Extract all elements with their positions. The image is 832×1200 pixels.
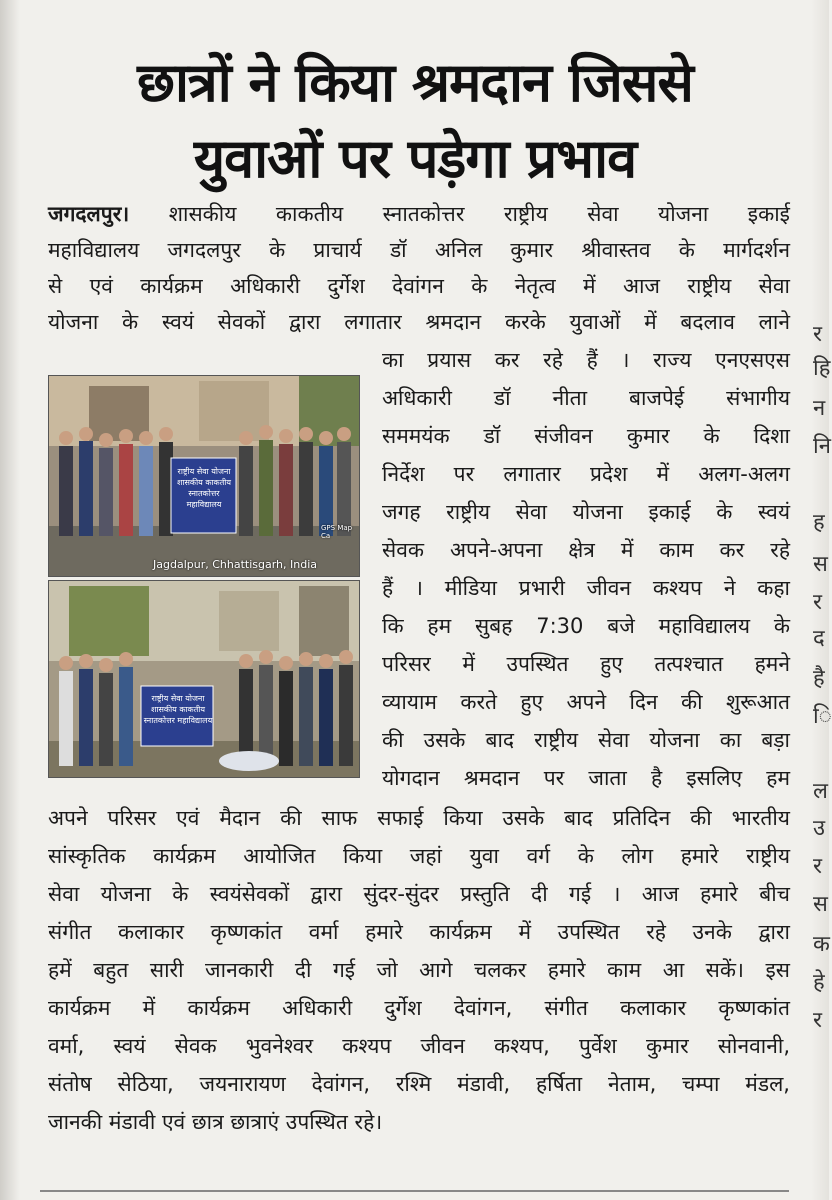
article-line — [48, 200, 790, 228]
fragment: र — [813, 854, 822, 879]
fragment: नि — [813, 434, 831, 459]
headline-line-1: छात्रों ने किया श्रमदान जिससे — [137, 51, 693, 114]
article-last-line: जानकी मंडावी एवं छात्र छात्राएं उपस्थित रहे। — [48, 1110, 383, 1134]
photo-caption: Jagdalpur, Chhattisgarh, India — [153, 558, 318, 571]
photo-group-bottom — [48, 580, 360, 778]
article-line: कि हम सुबह 7:30 बजे महाविद्यालय के — [382, 614, 790, 638]
fragment: र — [813, 1008, 822, 1033]
photo-group-top — [48, 375, 360, 577]
banner-line: शासकीय काकतीय — [151, 705, 205, 714]
fragment: र — [813, 322, 822, 347]
article-line: जगह राष्ट्रीय सेवा योजना इकाई के स्वयं — [382, 500, 790, 524]
article-line: संतोष सेठिया, जयनारायण देवांगन, रश्मि मंडावी, हर्षिता नेताम, चम्पा मंडल, — [48, 1072, 790, 1096]
article-line: का प्रयास कर रहे हैं । राज्य एनएसएस — [382, 348, 790, 372]
article-line: सेवा योजना के स्वयंसेवकों द्वारा सुंदर-सुंदर प्रस्तुति दी गई । आज हमारे बीच — [48, 882, 790, 906]
page-left-edge — [0, 0, 20, 1200]
banner-line: स्नातकोत्तर महाविद्यालय — [186, 489, 222, 509]
fragment: ि — [813, 704, 832, 729]
fragment: हि — [813, 356, 831, 381]
fragment: ह — [813, 510, 825, 535]
article-line: निर्देश पर लगातार प्रदेश में अलग-अलग — [382, 462, 790, 486]
gps-tag: GPS Map Ca — [321, 524, 353, 540]
headline-line-2: युवाओं पर पड़ेगा प्रभाव — [193, 127, 637, 190]
fragment: न — [813, 396, 826, 421]
fragment: उ — [813, 816, 826, 841]
article-line: हमें बहुत सारी जानकारी दी गई जो आगे चलकर हमारे काम आ सकें। इस — [48, 958, 790, 982]
banner-line: स्नातकोत्तर महाविद्यालय — [143, 716, 213, 725]
article-line: की उसके बाद राष्ट्रीय सेवा योजना का बड़ा — [382, 728, 790, 752]
article-line: सेवक अपने-अपना क्षेत्र में काम कर रहे — [382, 538, 790, 562]
banner-bottom — [143, 693, 213, 726]
fragment: है — [813, 666, 825, 691]
fragment: ल — [813, 779, 828, 804]
article-line: महाविद्यालय जगदलपुर के प्राचार्य डॉ अनिल कुमार श्रीवास्तव के मार्गदर्शन — [48, 238, 790, 262]
article-line: अपने परिसर एवं मैदान की साफ सफाई किया उसके बाद प्रतिदिन की भारतीय — [48, 806, 790, 830]
article-line: सममयंक डॉ संजीवन कुमार के दिशा — [382, 424, 790, 448]
article-line: परिसर में उपस्थित हुए तत्पश्चात हमने — [382, 652, 790, 676]
fragment: हे — [813, 970, 825, 995]
article-line: अधिकारी डॉ नीता बाजपेई संभागीय — [382, 386, 790, 410]
fragment: र — [813, 590, 822, 615]
banner-top — [173, 466, 235, 510]
banner-line: राष्ट्रीय सेवा योजना — [177, 467, 231, 476]
banner-line: राष्ट्रीय सेवा योजना — [151, 694, 205, 703]
article-line: हैं । मीडिया प्रभारी जीवन कश्यप ने कहा — [382, 576, 790, 600]
article-line: कार्यक्रम में कार्यक्रम अधिकारी दुर्गेश देवांगन, संगीत कलाकार कृष्णकांत — [48, 996, 790, 1020]
banner-line: शासकीय काकतीय — [177, 478, 231, 487]
fragment: स — [813, 892, 828, 917]
article-line: वर्मा, स्वयं सेवक भुवनेश्वर कश्यप जीवन कश्यप, पुर्वेश कुमार सोनवानी, — [48, 1034, 790, 1058]
page-divider — [40, 1190, 789, 1192]
fragment: द — [813, 626, 825, 651]
article-line: योगदान श्रमदान पर जाता है इसलिए हम — [382, 766, 790, 790]
article-line-text: शासकीय काकतीय स्नातकोत्तर राष्ट्रीय सेवा योजना इकाई — [168, 202, 790, 226]
article-line: योजना के स्वयं सेवकों द्वारा लगातार श्रमदान करके युवाओं में बदलाव लाने — [48, 310, 790, 334]
article-line: संगीत कलाकार कृष्णकांत वर्मा हमारे कार्यक्रम में उपस्थित रहे उनके द्वारा — [48, 920, 790, 944]
dateline: जगदलपुर। — [48, 202, 130, 226]
article-line: सांस्कृतिक कार्यक्रम आयोजित किया जहां युवा वर्ग के लोग हमारे राष्ट्रीय — [48, 844, 790, 868]
article-line: से एवं कार्यक्रम अधिकारी दुर्गेश देवांगन के नेतृत्व में आज राष्ट्रीय सेवा — [48, 274, 790, 298]
fragment: स — [813, 552, 828, 577]
article-line: व्यायाम करते हुए अपने दिन की शुरूआत — [382, 690, 790, 714]
fragment: क — [813, 932, 830, 957]
